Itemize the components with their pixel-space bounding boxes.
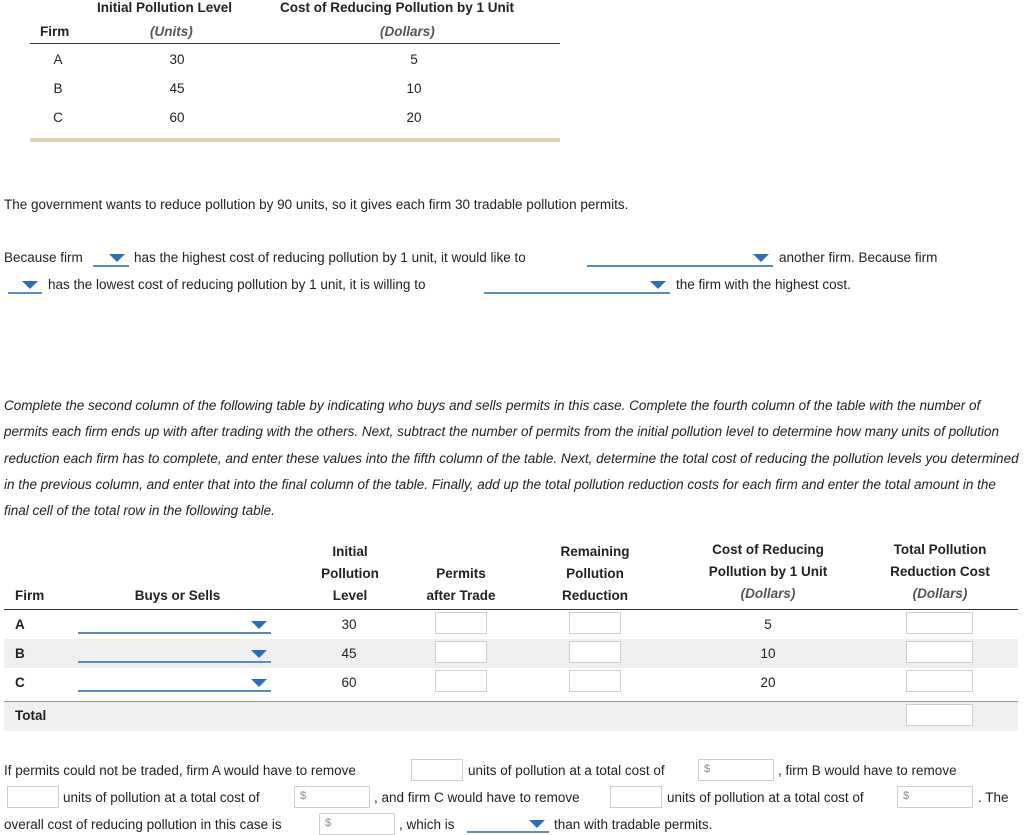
t1-initial-a: 30 [169, 52, 185, 67]
col-remaining-header [540, 541, 650, 607]
col-buys-sells-header: Buys or Sells [134, 588, 221, 603]
table-instructions: Complete the second column of the following table by indicating who buys and sells permits in this case. Complete the fourth column of the table with the number of permits each firm ends up with after trading with the others. Next, subtract the number of permits from the initial pollution level to determine how many units of pollution reduction each firm has to complete, and enter these values into the fifth column of the table. Next, determine the total cost of reducing the pollution levels you determined in the previous column, and enter that into the final column of the table. Finally, add up the total pollution reduction costs for each firm and enter the total amount in the final cell of the total row in the following table. [4, 398, 1019, 519]
firm-b-remove-input[interactable] [7, 786, 59, 808]
dollar-sign: $ [300, 790, 307, 802]
row-initial-c: 60 [341, 675, 357, 690]
buys-sells-dropdown-c[interactable] [78, 674, 271, 692]
q1-text-3: another firm. Because firm [779, 250, 938, 265]
col-initial-line2: Pollution [321, 566, 379, 581]
total-cost-b[interactable] [906, 641, 973, 663]
buys-sells-dropdown-a[interactable] [78, 616, 271, 634]
col-cost-line3: (Dollars) [740, 586, 796, 601]
chevron-down-icon [753, 254, 769, 262]
header-divider [30, 43, 560, 44]
firm-c-remove-input[interactable] [610, 786, 662, 808]
highest-firm-action-dropdown[interactable] [587, 249, 773, 267]
col-total-line2: Reduction Cost [890, 564, 990, 579]
col-permits-line2: after Trade [426, 588, 496, 603]
header-units: (Units) [150, 24, 193, 39]
col-remaining-line1: Remaining [560, 544, 630, 559]
remaining-reduction-b[interactable] [569, 641, 621, 663]
permits-after-trade-a[interactable] [435, 612, 487, 634]
total-cost-a[interactable] [906, 612, 973, 634]
dollar-sign: $ [704, 763, 711, 775]
remaining-reduction-a[interactable] [569, 612, 621, 634]
col-permits-line1: Permits [436, 566, 486, 581]
bottom-text-5: , and firm C would have to remove [374, 790, 580, 805]
col-total-line1: Total Pollution [893, 542, 987, 557]
chevron-down-icon [251, 679, 267, 687]
chevron-down-icon [22, 281, 38, 289]
firm-a-cost-input[interactable] [698, 759, 774, 781]
t1-firm-c: C [53, 110, 63, 125]
bottom-text-8: overall cost of reducing pollution in this case is [4, 817, 282, 832]
total-cost-sum[interactable] [906, 704, 973, 726]
bottom-text-3: , firm B would have to remove [778, 763, 957, 778]
bottom-text-7: . The [978, 790, 1009, 805]
t1-firm-a: A [53, 52, 63, 67]
highest-cost-firm-dropdown[interactable] [93, 249, 129, 267]
col-permits-header [406, 563, 516, 607]
q1-text-1: Because firm [4, 250, 83, 265]
permits-after-trade-c[interactable] [435, 670, 487, 692]
remaining-reduction-c[interactable] [569, 670, 621, 692]
q1-text-4: has the lowest cost of reducing pollution by 1 unit, it is willing to [48, 277, 426, 292]
header-firm: Firm [40, 24, 70, 39]
t1-initial-b: 45 [169, 81, 185, 96]
row-cost-c: 20 [760, 675, 776, 690]
t1-cost-b: 10 [406, 81, 422, 96]
government-statement: The government wants to reduce pollution by 90 units, so it gives each firm 30 tradable pollution permits. [4, 197, 629, 212]
total-cost-c[interactable] [906, 670, 973, 692]
t1-cost-a: 5 [410, 52, 418, 67]
bottom-text-4: units of pollution at a total cost of [63, 790, 260, 805]
bottom-text-6: units of pollution at a total cost of [667, 790, 864, 805]
chevron-down-icon [529, 820, 545, 828]
col-cost-line1: Cost of Reducing [712, 542, 824, 557]
firm-c-cost-input[interactable] [897, 786, 973, 808]
header-dollars: (Dollars) [380, 24, 435, 39]
row-initial-b: 45 [341, 646, 357, 661]
t1-firm-b: B [53, 81, 63, 96]
t1-cost-c: 20 [406, 110, 422, 125]
col-remaining-line3: Reduction [562, 588, 628, 603]
bottom-text-9: , which is [399, 817, 455, 832]
overall-cost-input[interactable] [319, 813, 395, 835]
col-cost-line2: Pollution by 1 Unit [708, 564, 828, 579]
col-total-header [870, 539, 1010, 605]
chevron-down-icon [251, 621, 267, 629]
bottom-text-1: If permits could not be traded, firm A would have to remove [4, 763, 356, 778]
col-remaining-line2: Pollution [566, 566, 624, 581]
row-firm-c: C [15, 675, 25, 690]
dollar-sign: $ [325, 817, 332, 829]
comparison-dropdown[interactable] [467, 815, 549, 833]
firm-b-cost-input[interactable] [294, 786, 370, 808]
permits-after-trade-b[interactable] [435, 641, 487, 663]
header-initial-pollution: Initial Pollution Level [97, 0, 233, 15]
chevron-down-icon [251, 650, 267, 658]
t1-initial-c: 60 [169, 110, 185, 125]
row-initial-a: 30 [341, 617, 357, 632]
lowest-cost-firm-dropdown[interactable] [8, 276, 42, 294]
q1-text-2: has the highest cost of reducing pollution by 1 unit, it would like to [134, 250, 526, 265]
total-row [4, 701, 1018, 731]
row-firm-a: A [15, 617, 25, 632]
col-initial-line1: Initial [332, 544, 368, 559]
col-firm-header: Firm [15, 588, 45, 603]
header-cost-reducing: Cost of Reducing Pollution by 1 Unit [280, 0, 514, 15]
dollar-sign: $ [903, 790, 910, 802]
bottom-text-2: units of pollution at a total cost of [468, 763, 665, 778]
col-total-line3: (Dollars) [912, 586, 968, 601]
chevron-down-icon [650, 281, 666, 289]
row-cost-b: 10 [760, 646, 776, 661]
q1-text-5: the firm with the highest cost. [676, 277, 851, 292]
firm-a-remove-input[interactable] [411, 759, 463, 781]
table-bottom-bar [30, 138, 560, 142]
col-initial-header [300, 541, 400, 607]
row-firm-b: B [15, 646, 25, 661]
bottom-text-10: than with tradable permits. [554, 817, 713, 832]
chevron-down-icon [109, 254, 125, 262]
lowest-firm-action-dropdown[interactable] [484, 276, 670, 294]
col-initial-line3: Level [332, 588, 368, 603]
buys-sells-dropdown-b[interactable] [78, 645, 271, 663]
col-cost-header [688, 539, 848, 605]
row-cost-a: 5 [764, 617, 772, 632]
total-label: Total [15, 708, 47, 723]
